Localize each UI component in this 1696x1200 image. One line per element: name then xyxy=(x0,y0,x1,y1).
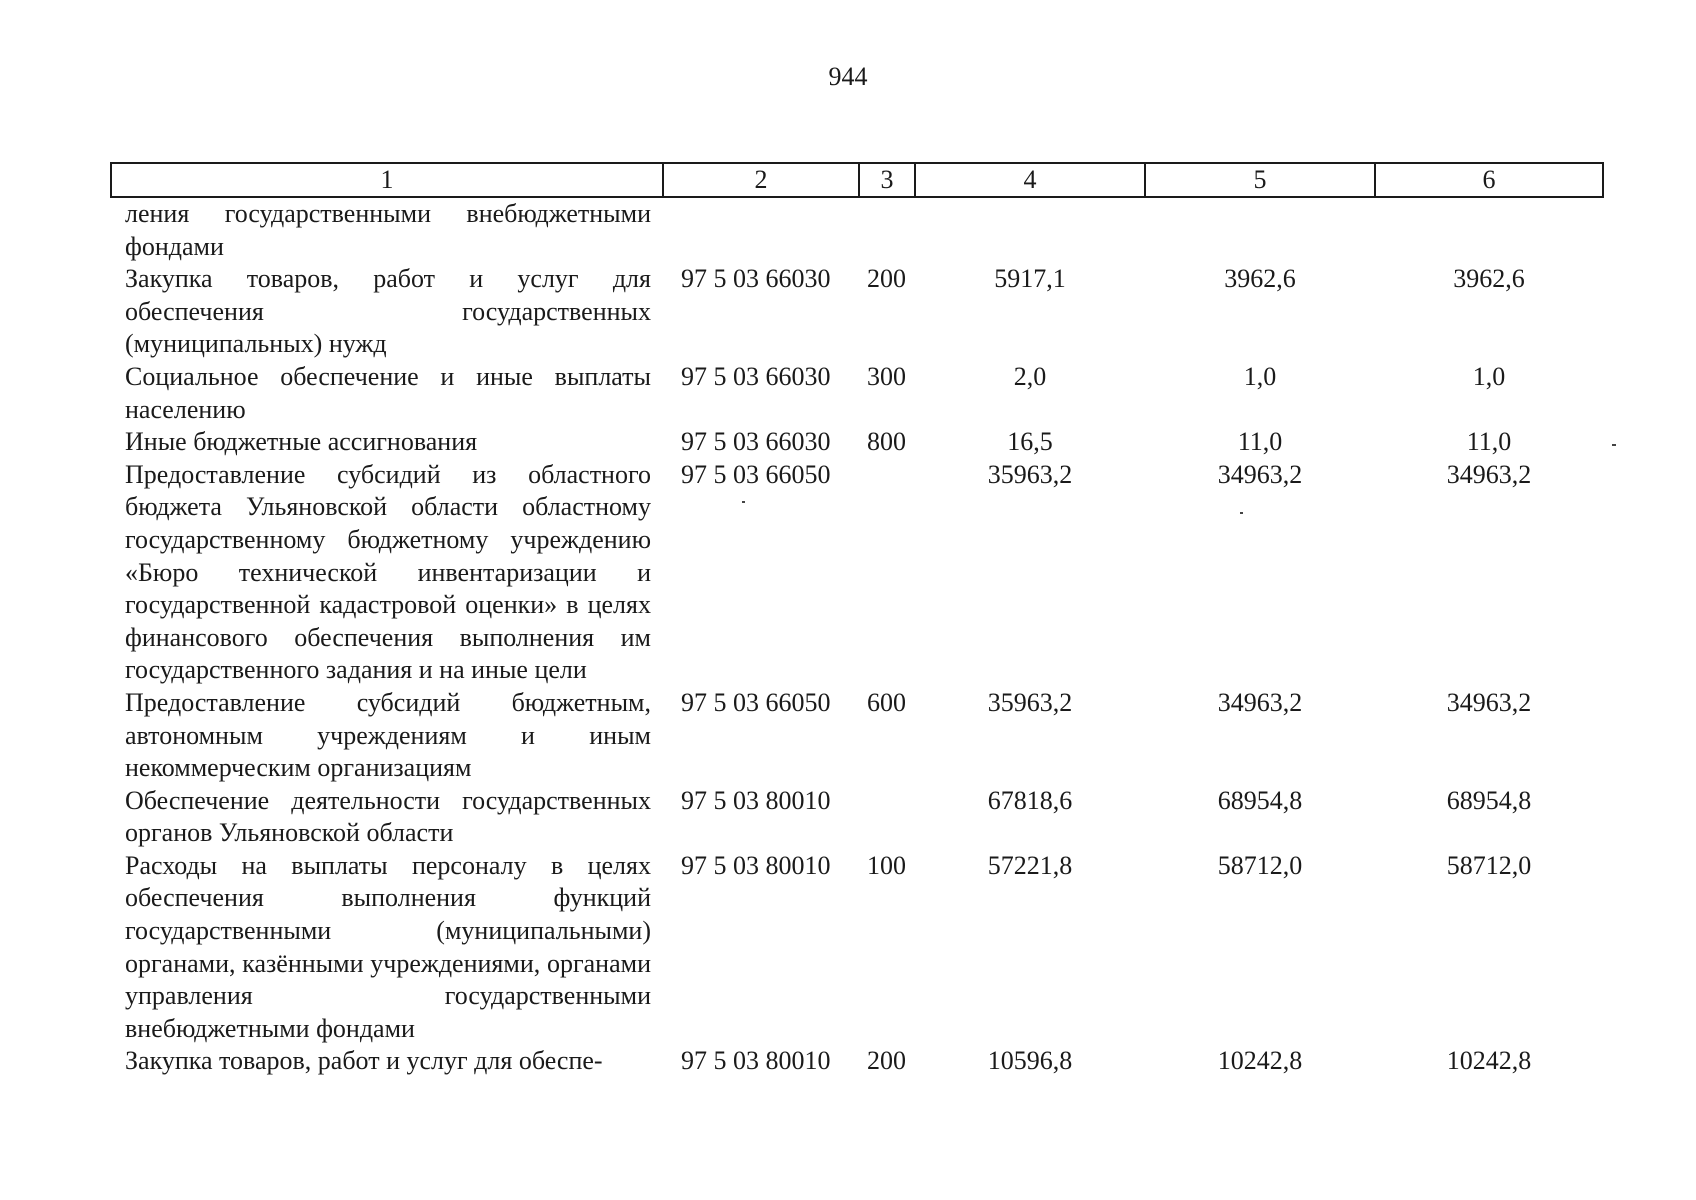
table-row xyxy=(111,426,1603,459)
table-row xyxy=(111,263,1603,361)
column-header-1: 1 xyxy=(111,163,663,197)
row-target-code: 97 5 03 66050 xyxy=(681,687,831,717)
row-description: Обеспечение деятельности государственных органов Ульяновской области xyxy=(125,785,651,848)
row-value-4: 5917,1 xyxy=(994,264,1066,294)
row-description: Закупка товаров, работ и услуг для обеспечения государственных (муниципальных) нужд xyxy=(125,264,651,359)
row-description: ления государственными внебюджетными фондами xyxy=(125,199,651,261)
scan-speck xyxy=(742,501,745,503)
header-row xyxy=(111,163,1603,197)
row-value-6: 11,0 xyxy=(1466,427,1512,457)
row-value-5: 34963,2 xyxy=(1217,687,1303,717)
row-description: Предоставление субсидий из областного бюджета Ульяновской области областному государственному бюджетному учреждению «Бюро технической инвентаризации и государственной кадастровой оценки» в целях финансового обеспечения выполнения им государственного задания и на иные цели xyxy=(125,459,651,685)
row-value-5: 3962,6 xyxy=(1224,264,1296,294)
row-value-5: 58712,0 xyxy=(1217,850,1303,880)
row-target-code: 97 5 03 80010 xyxy=(681,850,831,880)
row-value-5: 11,0 xyxy=(1237,427,1283,457)
row-value-4: 35963,2 xyxy=(987,459,1073,489)
row-value-6: 3962,6 xyxy=(1453,264,1525,294)
row-expense-type: 100 xyxy=(867,850,906,880)
row-description: Расходы на выплаты персоналу в целях обеспечения выполнения функций государственными (муниципальными) органами, казёнными учреждениями, органами управления государственными внебюджетными фондами xyxy=(125,850,651,1043)
row-value-6: 1,0 xyxy=(1472,361,1506,391)
row-expense-type xyxy=(859,197,915,263)
row-value-4: 67818,6 xyxy=(987,785,1073,815)
row-expense-type xyxy=(859,785,915,850)
row-value-4: 35963,2 xyxy=(987,687,1073,717)
row-value-4 xyxy=(915,197,1145,263)
row-value-6: 34963,2 xyxy=(1446,687,1532,717)
table-row xyxy=(111,459,1603,687)
row-value-6: 34963,2 xyxy=(1446,459,1532,489)
row-value-5: 1,0 xyxy=(1243,361,1277,391)
row-value-4: 2,0 xyxy=(1013,361,1047,391)
row-value-4: 16,5 xyxy=(1007,427,1053,457)
column-header-4: 4 xyxy=(915,163,1145,197)
page-number: 944 xyxy=(828,62,868,91)
row-expense-type: 200 xyxy=(867,264,906,294)
row-target-code: 97 5 03 66050 xyxy=(681,459,831,489)
table-row xyxy=(111,687,1603,785)
column-header-6: 6 xyxy=(1375,163,1603,197)
table-row xyxy=(111,785,1603,850)
table-row xyxy=(111,1045,1603,1078)
scan-speck xyxy=(1612,444,1616,446)
row-value-6: 58712,0 xyxy=(1446,850,1532,880)
row-value-6 xyxy=(1375,197,1603,263)
table-body xyxy=(111,197,1603,1078)
table-row xyxy=(111,197,1603,263)
row-expense-type xyxy=(859,459,915,687)
row-description: Предоставление субсидий бюджетным, автономным учреждениям и иным некоммерческим организациям xyxy=(125,687,651,783)
table-row xyxy=(111,361,1603,426)
column-header-2: 2 xyxy=(663,163,859,197)
row-target-code: 97 5 03 66030 xyxy=(681,361,831,391)
row-value-4: 57221,8 xyxy=(987,850,1073,880)
row-expense-type: 300 xyxy=(867,361,906,391)
table-row xyxy=(111,850,1603,1046)
row-target-code xyxy=(663,197,859,263)
row-expense-type: 800 xyxy=(867,427,906,457)
scan-speck xyxy=(1240,512,1243,514)
row-value-5: 10242,8 xyxy=(1217,1046,1303,1076)
row-description: Социальное обеспечение и иные выплаты населению xyxy=(125,361,651,424)
row-value-6: 68954,8 xyxy=(1446,785,1532,815)
budget-table xyxy=(110,162,1604,1078)
row-expense-type: 200 xyxy=(867,1046,906,1076)
row-description: Закупка товаров, работ и услуг для обеспе- xyxy=(125,1046,603,1076)
row-value-4: 10596,8 xyxy=(987,1046,1073,1076)
row-value-5 xyxy=(1145,197,1375,263)
row-value-5: 34963,2 xyxy=(1217,459,1303,489)
row-target-code: 97 5 03 66030 xyxy=(681,264,831,294)
row-value-5: 68954,8 xyxy=(1217,785,1303,815)
column-header-3: 3 xyxy=(859,163,915,197)
row-value-6: 10242,8 xyxy=(1446,1046,1532,1076)
row-expense-type: 600 xyxy=(867,687,906,717)
column-header-5: 5 xyxy=(1145,163,1375,197)
row-target-code: 97 5 03 80010 xyxy=(681,1046,831,1076)
row-target-code: 97 5 03 80010 xyxy=(681,785,831,815)
row-target-code: 97 5 03 66030 xyxy=(681,427,831,457)
row-description: Иные бюджетные ассигнования xyxy=(125,427,478,457)
